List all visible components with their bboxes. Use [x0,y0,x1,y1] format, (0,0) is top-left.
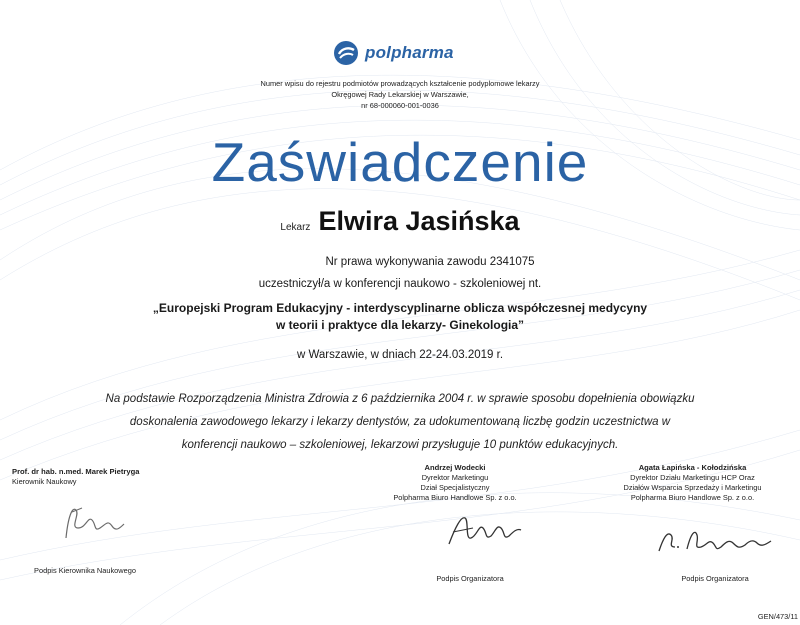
legal-basis-line-2: doskonalenia zawodowego lekarzy i lekarzy dentystów, za udokumentowaną liczbę godzin uczestnictwa w [129,416,671,428]
signatory-role: Kierownik Naukowy [12,477,77,486]
legal-basis-line-3: konferencji naukowo – szkoleniowej, lekarzowi przysługuje 10 punktów edukacyjnych. [181,439,619,451]
brand-logo [333,40,454,66]
signature-caption: Podpis Kierownika Naukowego [34,566,136,575]
program-title-line-2: w teorii i praktyce dla lekarzy- Ginekologia” [275,318,525,332]
registry-line-2: Okręgowej Rady Lekarskiej w Warszawie, [331,90,469,99]
signatory-role: Dyrektor Marketingu [421,473,489,482]
certificate-title: Zaświadczenie [211,131,589,193]
participation-text: uczestniczył/a w konferencji naukowo - szkoleniowej nt. [258,278,542,290]
recipient-prefix: Lekarz [280,222,311,233]
license-number: Nr prawa wykonywania zawodu 2341075 [325,256,535,268]
signatory-role: Działów Wsparcia Sprzedaży i Marketingu [623,483,762,492]
signature-caption: Podpis Organizatora [436,574,504,583]
signatory-role: Polpharma Biuro Handlowe Sp. z o.o. [630,493,755,502]
document-id: GEN/473/11 [757,612,798,621]
signatory-name: Prof. dr hab. n.med. Marek Pietryga [12,467,140,476]
registry-line-3: nr 68-000060-001-0036 [361,101,439,110]
handwritten-signature-3 [655,525,775,557]
signatory-role: Dyrektor Działu Marketingu HCP Oraz [630,473,755,482]
signatory-role: Polpharma Biuro Handlowe Sp. z o.o. [393,493,517,502]
registry-line-1: Numer wpisu do rejestru podmiotów prowadzących kształcenie podyplomowe lekarzy [260,79,540,88]
signatory-scientific-lead [12,467,139,487]
brand-name: polpharma [365,43,454,62]
signatory-organizer-2 [595,463,790,503]
handwritten-signature-1 [58,498,128,548]
polpharma-logo-icon [333,40,359,66]
signatory-organizer-1 [380,463,530,503]
signature-caption: Podpis Organizatora [681,574,749,583]
recipient-row [0,206,800,237]
signatory-role: Dział Specjalistyczny [420,483,490,492]
signatory-name: Andrzej Wodecki [424,463,486,472]
handwritten-signature-2 [445,510,525,550]
legal-basis-line-1: Na podstawie Rozporządzenia Ministra Zdrowia z 6 października 2004 r. w sprawie sposobu dopełnienia obowiązku [105,393,695,405]
program-title-line-1: „Europejski Program Edukacyjny - interdyscyplinarne oblicza współczesnej medycyny [152,301,648,315]
recipient-name: Elwira Jasińska [318,206,520,236]
event-date: w Warszawie, w dniach 22-24.03.2019 r. [296,349,504,361]
signatory-name: Agata Łapińska - Kołodzińska [638,463,747,472]
